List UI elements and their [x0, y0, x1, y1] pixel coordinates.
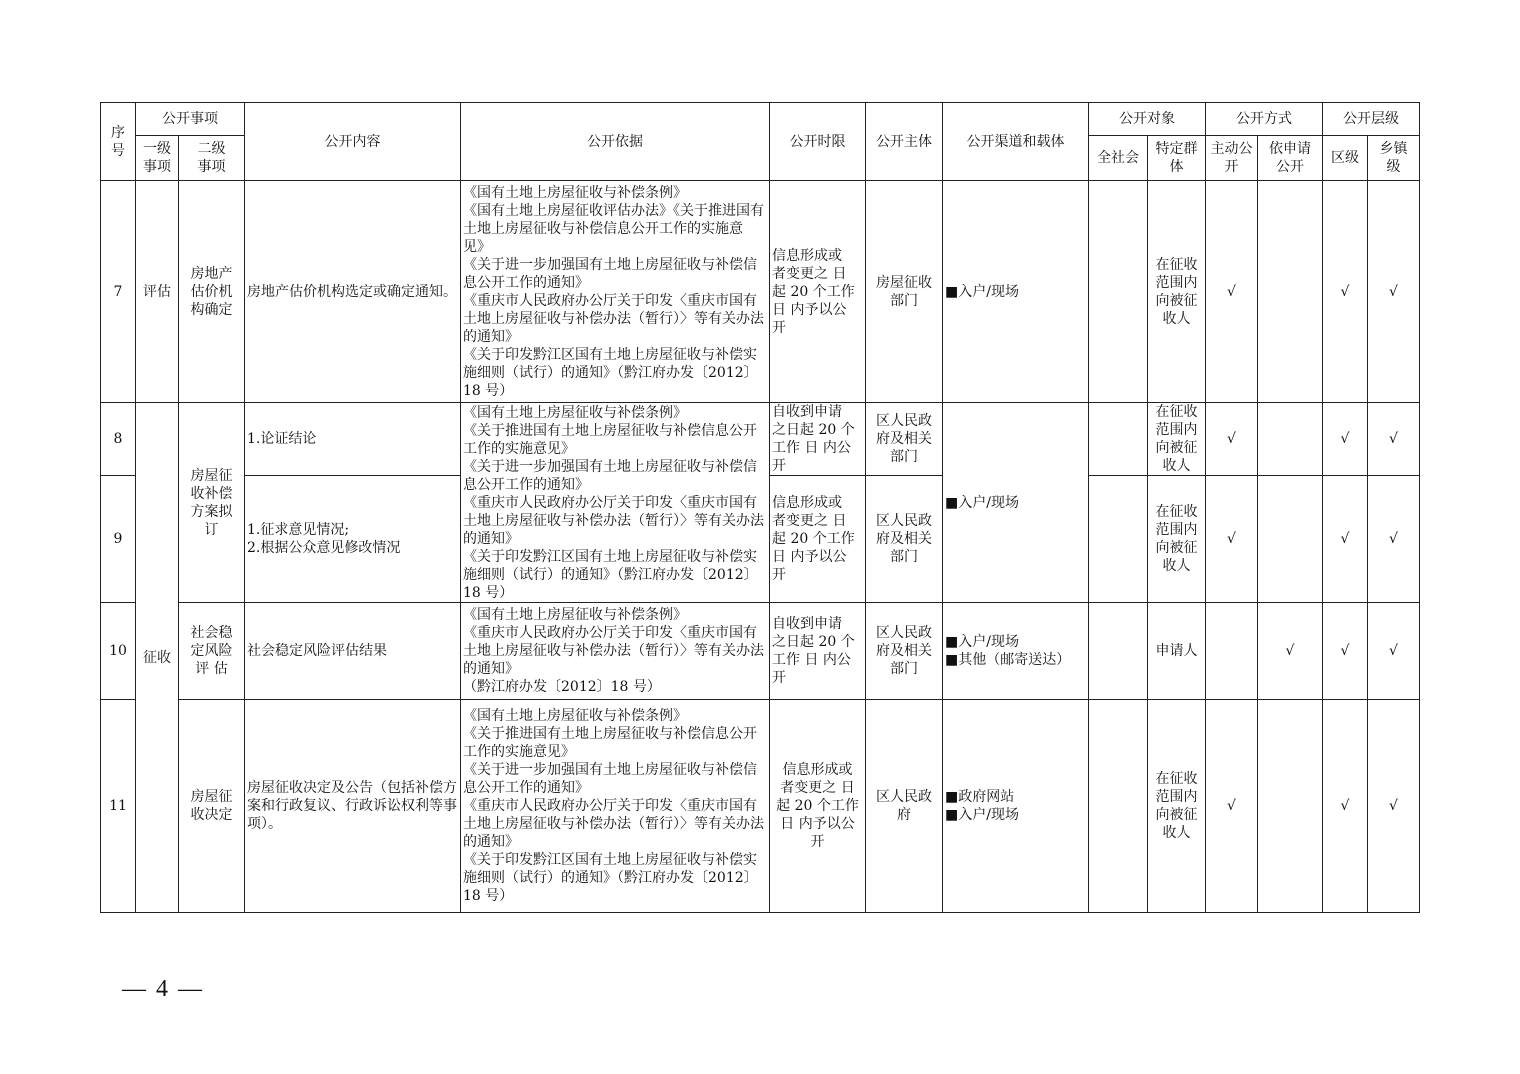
row-channel: ■入户/现场	[943, 403, 1089, 603]
header-active: 主动公 开	[1206, 136, 1258, 181]
row-time: 自收到申请 之日起 20 个 工作 日 内公 开	[770, 403, 866, 476]
row-time: 信息形成或 者变更之 日 起 20 个工作 日 内予以公 开	[770, 700, 866, 913]
header-district: 区级	[1323, 136, 1368, 181]
header-level2: 二级 事项	[179, 136, 245, 181]
header-basis: 公开依据	[461, 103, 770, 181]
header-method: 公开方式	[1206, 103, 1323, 136]
row-time: 自收到申请 之日起 20 个 工作 日 内公 开	[770, 603, 866, 700]
row-content: 1.征求意见情况; 2.根据公众意见修改情况	[245, 476, 461, 603]
row-channel: ■入户/现场	[943, 181, 1089, 403]
row-township: √	[1368, 603, 1420, 700]
row-subject: 区人民政 府及相关 部门	[866, 403, 943, 476]
row-level2: 房屋征 收补偿 方案拟 订	[179, 403, 245, 603]
row-seq: 8	[101, 403, 136, 476]
row-all-society	[1089, 476, 1148, 603]
row-time: 信息形成或 者变更之 日 起 20 个工作 日 内予以公 开	[770, 476, 866, 603]
header-level1: 一级 事项	[136, 136, 179, 181]
row-active	[1206, 603, 1258, 700]
page-number: — 4 —	[122, 976, 204, 1002]
header-seq: 序 号	[101, 103, 136, 181]
row-specific-group: 在征收 范围内 向被征 收人	[1148, 181, 1206, 403]
row-level1: 征收	[136, 403, 179, 913]
row-specific-group: 在征收 范围内 向被征 收人	[1148, 403, 1206, 476]
header-specific-group: 特定群 体	[1148, 136, 1206, 181]
row-active: √	[1206, 476, 1258, 603]
row-channel: ■入户/现场 ■其他（邮寄送达）	[943, 603, 1089, 700]
header-item: 公开事项	[136, 103, 245, 136]
row-specific-group: 在征收 范围内 向被征 收人	[1148, 700, 1206, 913]
row-subject: 区人民政 府	[866, 700, 943, 913]
row-on-request	[1258, 181, 1323, 403]
row-level2: 社会稳 定风险 评 估	[179, 603, 245, 700]
row-on-request	[1258, 403, 1323, 476]
header-all-society: 全社会	[1089, 136, 1148, 181]
row-district: √	[1323, 403, 1368, 476]
row-township: √	[1368, 476, 1420, 603]
row-subject: 区人民政 府及相关 部门	[866, 476, 943, 603]
row-district: √	[1323, 181, 1368, 403]
row-township: √	[1368, 700, 1420, 913]
row-on-request	[1258, 700, 1323, 913]
row-seq: 7	[101, 181, 136, 403]
row-all-society	[1089, 700, 1148, 913]
row-seq: 9	[101, 476, 136, 603]
row-all-society	[1089, 181, 1148, 403]
row-content: 房屋征收决定及公告（包括补偿方案和行政复议、行政诉讼权利等事项）。	[245, 700, 461, 913]
table-row	[101, 700, 1420, 913]
header-time: 公开时限	[770, 103, 866, 181]
row-district: √	[1323, 700, 1368, 913]
row-channel: ■政府网站 ■入户/现场	[943, 700, 1089, 913]
row-content: 房地产估价机构选定或确定通知。	[245, 181, 461, 403]
header-channel: 公开渠道和载体	[943, 103, 1089, 181]
row-content: 1.论证结论	[245, 403, 461, 476]
row-active: √	[1206, 181, 1258, 403]
row-content: 社会稳定风险评估结果	[245, 603, 461, 700]
row-level1: 评估	[136, 181, 179, 403]
row-township: √	[1368, 403, 1420, 476]
header-content: 公开内容	[245, 103, 461, 181]
row-level2: 房屋征 收决定	[179, 700, 245, 913]
row-basis: 《国有土地上房屋征收与补偿条例》 《重庆市人民政府办公厅关于印发〈重庆市国有土地上房屋征收与补偿办法（暂行）〉等有关办法的通知》 （黔江府办发〔2012〕18 号）	[461, 603, 770, 700]
row-district: √	[1323, 603, 1368, 700]
header-target: 公开对象	[1089, 103, 1206, 136]
header-subject: 公开主体	[866, 103, 943, 181]
row-all-society	[1089, 403, 1148, 476]
row-district: √	[1323, 476, 1368, 603]
row-seq: 10	[101, 603, 136, 700]
row-specific-group: 在征收 范围内 向被征 收人	[1148, 476, 1206, 603]
header-township: 乡镇 级	[1368, 136, 1420, 181]
row-time: 信息形成或 者变更之 日 起 20 个工作 日 内予以公 开	[770, 181, 866, 403]
row-township: √	[1368, 181, 1420, 403]
row-seq: 11	[101, 700, 136, 913]
row-active: √	[1206, 700, 1258, 913]
row-all-society	[1089, 603, 1148, 700]
header-on-request: 依申请 公开	[1258, 136, 1323, 181]
disclosure-table	[100, 102, 1420, 913]
header-tier: 公开层级	[1323, 103, 1420, 136]
row-subject: 区人民政 府及相关 部门	[866, 603, 943, 700]
table-row	[101, 403, 1420, 476]
table-row	[101, 181, 1420, 403]
row-basis: 《国有土地上房屋征收与补偿条例》 《国有土地上房屋征收评估办法》《关于推进国有土地上房屋征收与补偿信息公开工作的实施意见》 《关于进一步加强国有土地上房屋征收与补偿信息公开工作的通知》 《重庆市人民政府办公厅关于印发〈重庆市国有土地上房屋征收与补偿办法（暂行）〉等有关办法的通知》 《关于印发黔江区国有土地上房屋征收与补偿实施细则（试行）的通知》（黔江府办发〔2012〕18 号）	[461, 181, 770, 403]
row-basis: 《国有土地上房屋征收与补偿条例》 《关于推进国有土地上房屋征收与补偿信息公开工作的实施意见》 《关于进一步加强国有土地上房屋征收与补偿信息公开工作的通知》 《重庆市人民政府办公厅关于印发〈重庆市国有土地上房屋征收与补偿办法（暂行）〉等有关办法的通知》 《关于印发黔江区国有土地上房屋征收与补偿实施细则（试行）的通知》（黔江府办发〔2012〕18 号）	[461, 700, 770, 913]
row-level2: 房地产 估价机 构确定	[179, 181, 245, 403]
row-subject: 房屋征收 部门	[866, 181, 943, 403]
row-basis: 《国有土地上房屋征收与补偿条例》 《关于推进国有土地上房屋征收与补偿信息公开工作的实施意见》 《关于进一步加强国有土地上房屋征收与补偿信息公开工作的通知》 《重庆市人民政府办公厅关于印发〈重庆市国有土地上房屋征收与补偿办法（暂行）〉等有关办法的通知》 《关于印发黔江区国有土地上房屋征收与补偿实施细则（试行）的通知》（黔江府办发〔2012〕18 号）	[461, 403, 770, 603]
row-specific-group: 申请人	[1148, 603, 1206, 700]
row-on-request: √	[1258, 603, 1323, 700]
table-row	[101, 603, 1420, 700]
row-on-request	[1258, 476, 1323, 603]
row-active: √	[1206, 403, 1258, 476]
